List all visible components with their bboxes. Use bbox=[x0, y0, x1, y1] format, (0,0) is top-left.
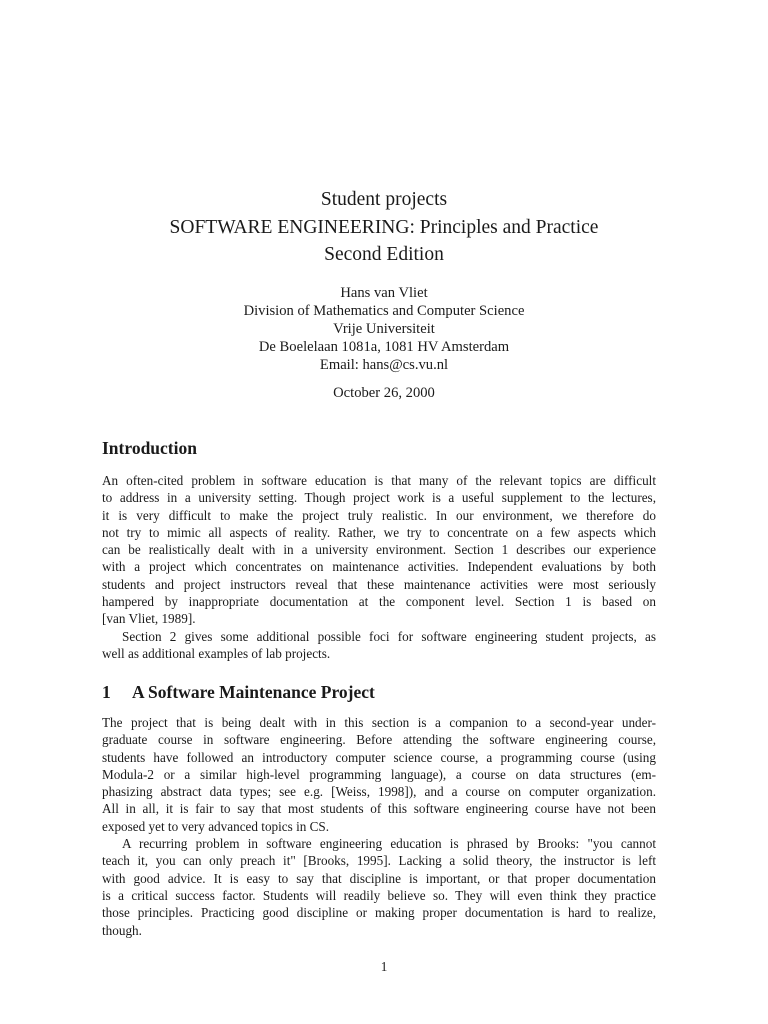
title-line-3: Second Edition bbox=[324, 244, 444, 265]
text-line: is a critical success factor. Students will readily believe so. They will even think they practice bbox=[102, 887, 656, 903]
author-university: Vrije Universiteit bbox=[333, 321, 435, 337]
text-line: it is very difficult to make the project truly realistic. In our environment, we therefore do bbox=[102, 507, 656, 523]
text-line: with good advice. It is easy to say that discipline is important, or that proper documentation bbox=[102, 870, 656, 886]
text-line: students have followed an introductory computer science course, a programming course (using bbox=[102, 749, 656, 765]
text-line: with a project which concentrates on maintenance activities. Independent evaluations by both bbox=[102, 559, 656, 575]
section-title: A Software Maintenance Project bbox=[132, 682, 375, 702]
text-line: graduate course in software engineering. Before attending the software engineering course, bbox=[102, 732, 656, 748]
page-number: 1 bbox=[380, 959, 388, 974]
text-line: teach it, you can only preach it" [Brooks, 1995]. Lacking a solid theory, the instructor is left bbox=[102, 853, 656, 869]
author-division: Division of Mathematics and Computer Science bbox=[243, 303, 525, 319]
text-line: those principles. Practicing good discipline or making proper documentation is hard to realize, bbox=[102, 905, 656, 921]
text-line: hampered by inappropriate documentation at the component level. Section 1 is based on bbox=[102, 594, 656, 610]
author-name: Hans van Vliet bbox=[340, 285, 428, 301]
text-line: The project that is being dealt with in this section is a companion to a second-year under- bbox=[102, 715, 656, 730]
text-line: can be realistically dealt with in a university environment. Section 1 describes our experience bbox=[102, 542, 656, 558]
section-1-heading bbox=[102, 681, 375, 703]
text-line: [van Vliet, 1989]. bbox=[102, 611, 196, 627]
title-line-2: SOFTWARE ENGINEERING: Principles and Practice bbox=[169, 216, 599, 238]
text-line: A recurring problem in software engineering education is phrased by Brooks: "you cannot bbox=[122, 836, 656, 852]
section-1-paragraph bbox=[102, 714, 656, 939]
introduction-paragraph-1 bbox=[102, 472, 656, 662]
author-block bbox=[0, 284, 768, 374]
text-line: phasizing abstract data types; see e.g. [Weiss, 1998]), and a course on computer organization. bbox=[102, 784, 656, 800]
section-number: 1 bbox=[102, 682, 111, 702]
text-line: An often-cited problem in software education is that many of the relevant topics are difficult bbox=[102, 473, 656, 488]
title-block bbox=[0, 186, 768, 269]
text-line: Modula-2 or a similar high-level programming language), a course on data structures (em- bbox=[102, 766, 656, 782]
text-line: exposed yet to very advanced topics in CS. bbox=[102, 818, 330, 834]
text-line: well as additional examples of lab projects. bbox=[102, 645, 331, 661]
text-line: to address in a university setting. Though project work is a useful supplement to the lectures, bbox=[102, 490, 656, 506]
title-line-1: Student projects bbox=[320, 189, 448, 210]
text-line: though. bbox=[102, 922, 142, 938]
text-line: All in all, it is fair to say that most students of this software engineering course have not been bbox=[102, 801, 656, 817]
introduction-heading: Introduction bbox=[102, 438, 197, 458]
text-line: Section 2 gives some additional possible foci for software engineering student projects, as bbox=[122, 628, 656, 644]
author-email: Email: hans@cs.vu.nl bbox=[319, 357, 449, 373]
author-address: De Boelelaan 1081a, 1081 HV Amsterdam bbox=[258, 339, 510, 355]
text-line: not try to mimic all aspects of reality. Rather, we try to concentrate on a few aspects which bbox=[102, 524, 656, 540]
text-line: students and project instructors reveal that these maintenance activities were most seriously bbox=[102, 576, 656, 592]
document-date: October 26, 2000 bbox=[333, 385, 435, 401]
